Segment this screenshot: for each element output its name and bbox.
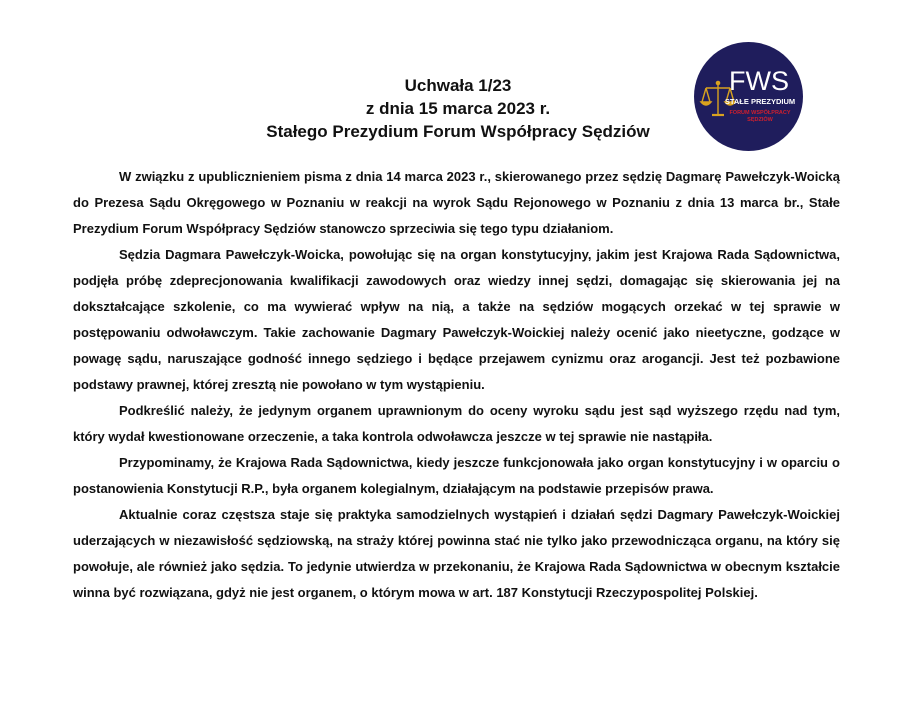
title-resolution-number: Uchwała 1/23	[404, 76, 512, 95]
logo-line3: SĘDZIÓW	[747, 117, 773, 123]
title-issuer: Stałego Prezydium Forum Współpracy Sędziów	[266, 122, 650, 141]
document-body	[73, 164, 840, 606]
paragraph: Sędzia Dagmara Pawełczyk-Woicka, powołując się na organ konstytucyjny, jakim jest Krajowa Rada Sądownictwa, podjęła próbę zdeprecjonowania kwalifikacji zawodowych oraz wiedzy innej sędzi, domagając się skierowania jej na dokształcające szkolenie, co ma wywierać wpływ na nią, a także na sędziów mogących orzekać w tej sprawie w postępowaniu odwoławczym. Takie zachowanie Dagmary Pawełczyk-Woickiej należy ocenić jako nieetyczne, godzące w powagę sądu, naruszające godność innego sędziego i będące przejawem cynizmu oraz arogancji. Jest też pozbawione podstawy prawnej, której zresztą nie powołano w tym wystąpieniu.	[73, 247, 840, 392]
logo-letters: FWS	[729, 66, 789, 96]
paragraph: Przypominamy, że Krajowa Rada Sądownictwa, kiedy jeszcze funkcjonowała jako organ konstytucyjny i w oparciu o postanowienia Konstytucji R.P., była organem kolegialnym, działającym na podstawie przepisów prawa.	[73, 455, 840, 496]
logo-line2: FORUM WSPÓŁPRACY	[729, 110, 791, 116]
title-date: z dnia 15 marca 2023 r.	[365, 99, 551, 118]
fws-logo	[694, 42, 803, 151]
paragraph: W związku z upublicznieniem pisma z dnia 14 marca 2023 r., skierowanego przez sędzię Dagmarę Pawełczyk-Woicką do Prezesa Sądu Okręgowego w Poznaniu w reakcji na wyrok Sądu Rejonowego w Poznaniu z dnia 13 marca br., Stałe Prezydium Forum Współpracy Sędziów stanowczo sprzeciwia się tego typu działaniom.	[73, 169, 840, 236]
logo-line1: STAŁE PREZYDIUM	[724, 97, 796, 106]
paragraph: Aktualnie coraz częstsza staje się praktyka samodzielnych wystąpień i działań sędzi Dagmary Pawełczyk-Woickiej uderzających w niezawisłość sędziowską, na straży której powinna stać nie tylko jako przewodnicząca organu, na który się powołuje, ale również jako sędzia. To jedynie utwierdza w przekonaniu, że Krajowa Rada Sądownictwa w obecnym kształcie winna być rozwiązana, gdyż nie jest organem, o którym mowa w art. 187 Konstytucji Rzeczypospolitej Polskiej.	[73, 507, 840, 600]
document-title	[150, 74, 766, 143]
paragraph: Podkreślić należy, że jedynym organem uprawnionym do oceny wyroku sądu jest sąd wyższego rzędu nad tym, który wydał kwestionowane orzeczenie, a taka kontrola odwoławcza jeszcze w tej sprawie nie nastąpiła.	[73, 403, 840, 444]
